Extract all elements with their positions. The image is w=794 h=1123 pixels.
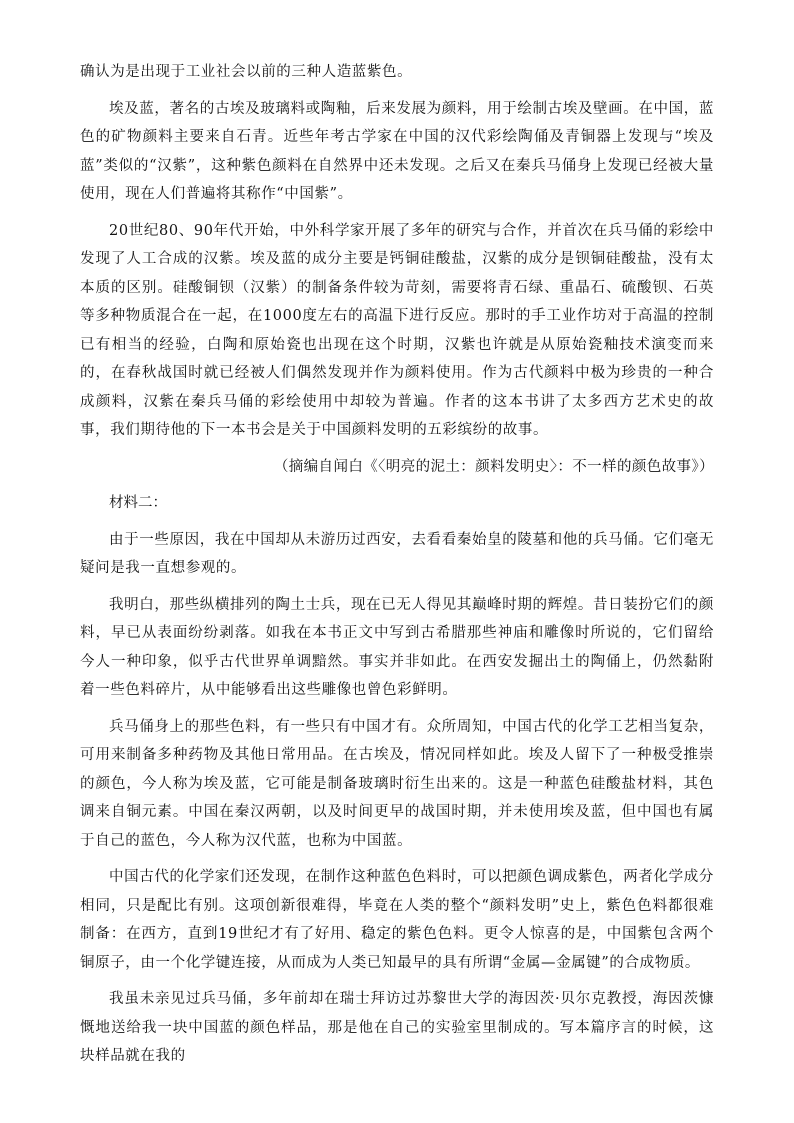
paragraph-xian-visit: 由于一些原因，我在中国却从未游历过西安，去看看秦始皇的陵墓和他的兵马俑。它们毫无疑问是我一直想参观的。 <box>80 531 714 576</box>
paragraph-china-purple: 中国古代的化学家们还发现，在制作这种蓝色色料时，可以把颜色调成紫色，两者化学成分相同，只是配比有别。这项创新很难得，毕竟在人类的整个“颜料发明”史上，紫色色料都很难制备：在西方，直到19世纪才有了好用、稳定的紫色色料。更令人惊喜的是，中国紫包含两个铜原子，由一个化学键连接，从而成为人类已知最早的具有所谓“金属—金属键”的合成物质。 <box>80 869 714 971</box>
material-two-label: 材料二： <box>109 495 167 511</box>
paragraph-professor-sample: 我虽未亲见过兵马俑，多年前却在瑞士拜访过苏黎世大学的海因茨·贝尔克教授，海因茨慷慨地送给我一块中国蓝的颜色样品，那是他在自己的实验室里制成的。写本篇序言的时候，这块样品就在我的 <box>80 991 714 1064</box>
paragraph-china-blue: 兵马俑身上的那些色料，有一些只有中国才有。众所周知，中国古代的化学工艺相当复杂，可用来制备多种药物及其他日常用品。在古埃及，情况同样如此。埃及人留下了一种极受推崇的颜色，今人称为埃及蓝，它可能是制备玻璃时衍生出来的。这是一种蓝色硅酸盐材料，其色调来自铜元素。中国在秦汉两朝，以及时间更早的战国时期，并未使用埃及蓝，但中国也有属于自己的蓝色，今人称为汉代蓝，也称为中国蓝。 <box>80 718 714 849</box>
paragraph-terracotta-colors: 我明白，那些纵横排列的陶土士兵，现在已无人得见其巅峰时期的辉煌。昔日装扮它们的颜料，早已从表面纷纷剥落。如我在本书正文中写到古希腊那些神庙和雕像时所说的，它们留给今人一种印象，似乎古代世界单调黯然。事实并非如此。在西安发掘出土的陶俑上，仍然黏附着一些色料碎片，从中能够看出这些雕像也曾色彩鲜明。 <box>80 596 714 698</box>
paragraph-egyptian-blue: 埃及蓝，著名的古埃及玻璃料或陶釉，后来发展为颜料，用于绘制古埃及壁画。在中国，蓝色的矿物颜料主要来自石青。近些年考古学家在中国的汉代彩绘陶俑及青铜器上发现与“埃及蓝”类似的“汉紫”，这种紫色颜料在自然界中还未发现。之后又在秦兵马俑身上发现已经被大量使用，现在人们普遍将其称作“中国紫”。 <box>80 100 714 202</box>
paragraph-han-purple-research: 20世纪80、90年代开始，中外科学家开展了多年的研究与合作，并首次在兵马俑的彩绘中发现了人工合成的汉紫。埃及蓝的成分主要是钙铜硅酸盐，汉紫的成分是钡铜硅酸盐，没有太本质的区别。硅酸铜钡（汉紫）的制备条件较为苛刻，需要将青石绿、重晶石、硫酸钡、石英等多种物质混合在一起，在1000度左右的高温下进行反应。那时的手工业作坊对于高温的控制已有相当的经验，白陶和原始瓷也出现在这个时期，汉紫也许就是从原始瓷釉技术演变而来的，在春秋战国时就已经被人们偶然发现并作为颜料使用。作为古代颜料中极为珍贵的一种合成颜料，汉紫在秦兵马俑的彩绘使用中却较为普遍。作者的这本书讲了太多西方艺术史的故事，我们期待他的下一本书会是关于中国颜料发明的五彩缤纷的故事。 <box>80 222 714 438</box>
source-citation: （摘编自闻白《〈明亮的泥土：颜料发明史〉：不一样的颜色故事》） <box>273 458 714 475</box>
paragraph-continuation: 确认为是出现于工业社会以前的三种人造蓝紫色。 <box>80 64 413 80</box>
